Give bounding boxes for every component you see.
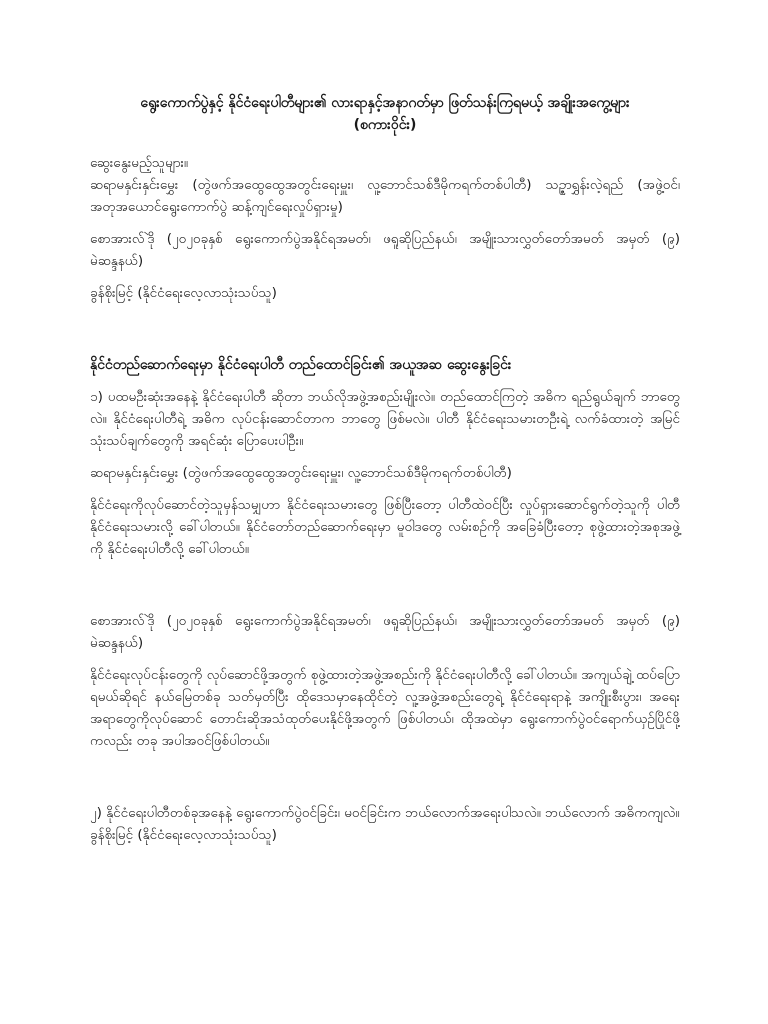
document-body — [90, 92, 680, 846]
title-line-1: ရွေးကောက်ပွဲနှင့် နိုင်ငံရေးပါတီများ၏ လားရာနှင့်အနာဂတ်မှာ ဖြတ်သန်းကြရမယ့် အချိုးအကွေ့များ — [140, 95, 630, 111]
title-line-2: (စကားဝိုင်း) — [353, 117, 417, 133]
speaker-label: ခွန်စိုးမြင့် (နိုင်ငံရေးလေ့လာသုံးသပ်သူ) — [90, 827, 277, 843]
participant-entry: စောအားလ်ဒိုဲ (၂၀၂၀ခုနှစ် ရွေးကောက်ပွဲအနိုင်ရအမတ်၊ ဖရူဆိုပြည်နယ်၊ အမျိုးသားလွှတ်တော်အမတ် အမှတ် (၉) မဲဆန္ဒနယ်) — [90, 231, 680, 269]
participant-entry: ခွန်စိုးမြင့် (နိုင်ငံရေးလေ့လာသုံးသပ်သူ) — [90, 285, 277, 301]
speaker-label: စောအားလ်ဒိုဲ (၂၀၂၀ခုနှစ် ရွေးကောက်ပွဲအနိုင်ရအမတ်၊ ဖရူဆိုပြည်နယ်၊ အမျိုးသားလွှတ်တော်အမတ် အမှတ် (၉) မဲဆန္ဒနယ်) — [90, 613, 680, 651]
question-1: ၁) ပထမဦးဆုံးအနေနဲ့ နိုင်ငံရေးပါတီ ဆိုတာ ဘယ်လိုအဖွဲ့အစည်းမျိုးလဲ။ တည်ထောင်ကြတဲ့ အဓိက ရည်ရွယ်ချက် ဘာတွေလဲ။ နိုင်ငံရေးပါတီရဲ့ အဓိက လုပ်ငန်းဆောင်တာက ဘာတွေ ဖြစ်မလဲ။ ပါတီ နိုင်ငံရေးသမားတဦးရဲ့ လက်ခံထားတဲ့ အမြင်သုံးသပ်ချက်တွေကို အရင်ဆုံး ပြောပေးပါဦး။ — [90, 389, 680, 449]
participants-heading: ဆွေးနွေးမည့်သူများ။ — [90, 155, 189, 171]
section-heading: နိုင်ငံတည်ဆောက်ရေးမှာ နိုင်ငံရေးပါတီ တည်ထောင်ခြင်း၏ အယူအဆ ဆွေးနွေးခြင်း — [90, 357, 512, 373]
question-2: ၂) နိုင်ငံရေးပါတီတစ်ခုအနေနဲ့ ရွေးကောက်ပွဲဝင်ခြင်း၊ မဝင်ခြင်းက ဘယ်လောက်အရေးပါသလဲ။ ဘယ်လောက် အဓိကကျလဲ။ — [90, 805, 680, 821]
document-title — [90, 92, 680, 136]
answer-paragraph: နိုင်ငံရေးကိုလုပ်ဆောင်တဲ့သူမှန်သမျှဟာ နိုင်ငံရေးသမားတွေ ဖြစ်ပြီးတော့ ပါတီထဲဝင်ပြီး လှုပ်ရှားဆောင်ရွက်တဲ့သူကို ပါတီနိုင်ငံရေးသမားလို့ ခေါ်ပါတယ်။ နိုင်ငံတော်တည်ဆောက်ရေးမှာ မူဝါဒတွေ လမ်းစဉ်ကို အခြေခံပြီးတော့ စုဖွဲ့ထားတဲ့အစုအဖွဲ့ကို နိုင်ငံရေးပါတီလို့ ခေါ်ပါတယ်။ — [90, 497, 680, 557]
speaker-label: ဆရာမနှင်းနှင်းမွှေး (တွဲဖက်အထွေထွေအတွင်းရေးမှူး၊ လူ့ဘောင်သစ်ဒီမိုကရက်တစ်ပါတီ) — [90, 465, 512, 481]
participant-entry: ဆရာမနှင်းနှင်းမွှေး (တွဲဖက်အထွေထွေအတွင်းရေးမှူး၊ လူ့ဘောင်သစ်ဒီမိုကရက်တစ်ပါတီ) သဥ္ဇာရွှန်းလဲ့ရည် (အဖွဲ့ဝင်၊ အတုအယောင်ရွေးကောက်ပွဲ ဆန့်ကျင်ရေးလှုပ်ရှားမှု) — [90, 177, 680, 215]
answer-paragraph: နိုင်ငံရေးလုပ်ငန်းတွေကို လုပ်ဆောင်ဖို့အတွက် စုဖွဲ့ထားတဲ့အဖွဲ့အစည်းကို နိုင်ငံရေးပါတီလို့ ခေါ်ပါတယ်။ အကျယ်ချဲ့ ထပ်ပြောရမယ်ဆိုရင် နယ်မြေတစ်ခု သတ်မှတ်ပြီး ထိုဒေသမှာနေထိုင်တဲ့ လူ့အဖွဲ့အစည်းတွေရဲ့ နိုင်ငံရေးရာနဲ့ အကျိုးစီးပွား၊ အရေးအရာတွေကိုလုပ်ဆောင် တောင်းဆိုအသံထုတ်ပေးနိုင်ဖို့အတွက် ဖြစ်ပါတယ်၊ ထိုအထဲမှာ ရွေးကောက်ပွဲဝင်ရောက်ယှဉ်ပြိုင်ဖို့ကလည်း တခု အပါအဝင်ဖြစ်ပါတယ်။ — [90, 667, 680, 749]
